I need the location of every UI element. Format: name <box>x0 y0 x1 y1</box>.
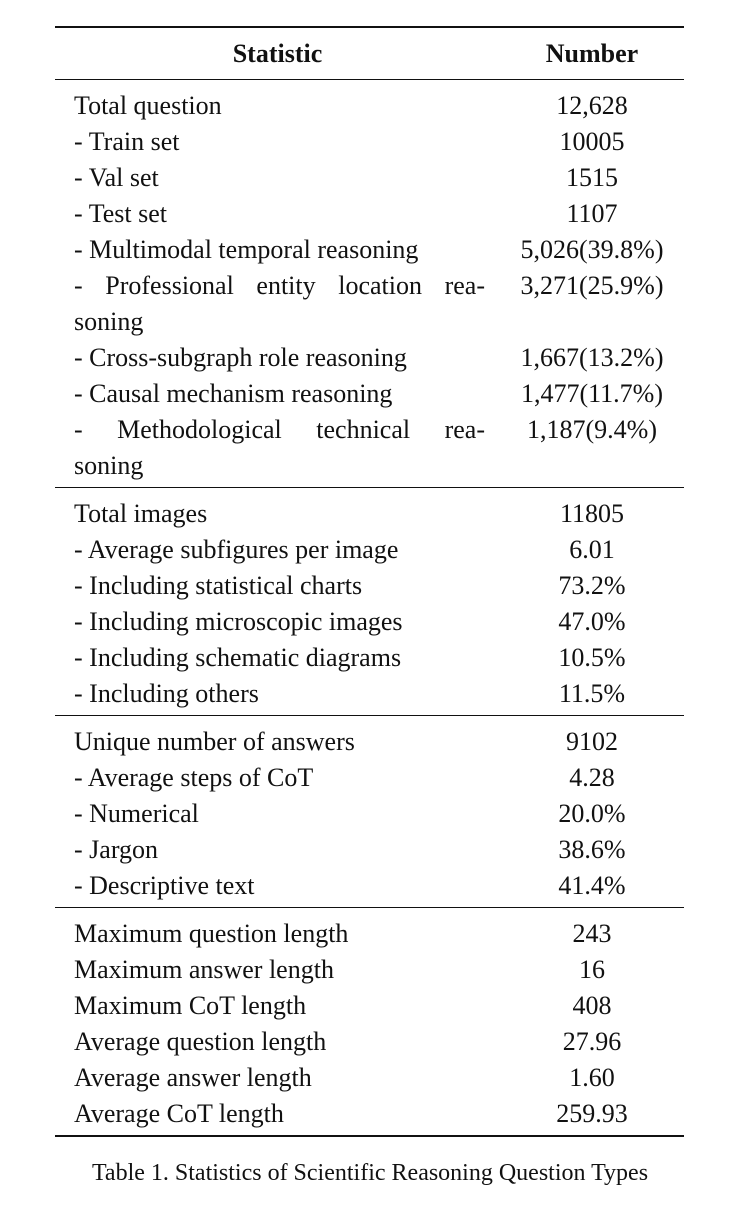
statistic-label-line: - Including microscopic images <box>74 607 403 636</box>
statistic-cell <box>55 196 500 232</box>
table-row <box>55 1060 684 1096</box>
table-row <box>55 232 684 268</box>
statistic-label-line: - Val set <box>74 163 159 192</box>
statistic-cell <box>55 1096 500 1132</box>
statistic-label-line: - Cross-subgraph role reasoning <box>74 343 407 372</box>
statistic-cell <box>55 832 500 868</box>
statistic-label-line: - Including others <box>74 679 259 708</box>
table-row <box>55 1096 684 1132</box>
statistic-label-line: soning <box>74 451 144 480</box>
statistic-cell <box>55 496 500 532</box>
table-row <box>55 724 684 760</box>
statistic-label-line: Average answer length <box>74 1063 312 1092</box>
header-statistic: Statistic <box>232 38 323 68</box>
statistic-label-line: - Test set <box>74 199 168 228</box>
statistic-label-line: - Train set <box>74 127 180 156</box>
statistic-label-line: - Descriptive text <box>74 871 255 900</box>
table-row <box>55 988 684 1024</box>
statistic-cell <box>55 568 500 604</box>
statistic-cell <box>55 268 500 340</box>
statistic-cell <box>55 676 500 712</box>
table-row <box>55 268 684 340</box>
table-section <box>55 80 684 487</box>
number-cell: 16 <box>579 955 605 984</box>
statistic-cell <box>55 1024 500 1060</box>
number-cell: 9102 <box>566 727 618 756</box>
table-row <box>55 412 684 484</box>
statistic-cell <box>55 724 500 760</box>
number-cell: 20.0% <box>558 799 626 828</box>
number-cell: 11805 <box>559 499 625 528</box>
statistic-label-line: - Including statistical charts <box>74 571 363 600</box>
table-row <box>55 916 684 952</box>
number-cell: 1107 <box>566 199 618 228</box>
statistic-label-line: Maximum answer length <box>74 955 334 984</box>
statistic-cell <box>55 88 500 124</box>
table-caption: Table 1. Statistics of Scientific Reasoning Question Types <box>91 1160 649 1186</box>
statistics-table <box>55 26 684 1137</box>
statistic-label-line: Maximum question length <box>74 919 349 948</box>
statistic-cell <box>55 604 500 640</box>
table-row <box>55 124 684 160</box>
header-row <box>55 28 684 79</box>
number-cell: 11.5% <box>558 679 626 708</box>
statistic-label-line: Total question <box>74 91 222 120</box>
number-cell: 12,628 <box>556 91 628 120</box>
table-row <box>55 604 684 640</box>
bottom-rule <box>55 1135 684 1137</box>
statistic-label-line: Unique number of answers <box>74 727 355 756</box>
number-cell: 1,477(11.7%) <box>520 379 663 408</box>
table-row <box>55 160 684 196</box>
header-number: Number <box>545 38 639 68</box>
statistic-label-line: - Methodological technical rea- <box>74 415 485 444</box>
number-cell: 1515 <box>566 163 618 192</box>
statistic-cell <box>55 868 500 904</box>
table-section <box>55 716 684 907</box>
number-cell: 73.2% <box>558 571 626 600</box>
statistic-cell <box>55 376 500 412</box>
number-cell: 1,187(9.4%) <box>527 415 657 444</box>
table-row <box>55 676 684 712</box>
number-cell: 259.93 <box>556 1099 628 1128</box>
table-row <box>55 532 684 568</box>
statistic-cell <box>55 412 500 484</box>
statistic-cell <box>55 640 500 676</box>
statistic-label-line: Average CoT length <box>74 1099 284 1128</box>
statistic-label-line: - Jargon <box>74 835 159 864</box>
statistic-cell <box>55 952 500 988</box>
table-row <box>55 376 684 412</box>
statistic-label-line: Total images <box>74 499 208 528</box>
table-row <box>55 496 684 532</box>
table-row <box>55 796 684 832</box>
statistic-label-line: - Causal mechanism reasoning <box>74 379 393 408</box>
statistic-label-line: Average question length <box>74 1027 327 1056</box>
statistic-cell <box>55 796 500 832</box>
number-cell: 5,026(39.8%) <box>520 235 664 264</box>
statistic-label-line: - Including schematic diagrams <box>74 643 402 672</box>
statistic-cell <box>55 340 500 376</box>
statistic-label-line: - Multimodal temporal reasoning <box>74 235 419 264</box>
table-row <box>55 952 684 988</box>
table-row <box>55 760 684 796</box>
statistic-cell <box>55 124 500 160</box>
number-cell: 41.4% <box>558 871 626 900</box>
number-cell: 408 <box>572 991 612 1020</box>
statistic-cell <box>55 232 500 268</box>
statistic-cell <box>55 988 500 1024</box>
table-row <box>55 640 684 676</box>
statistic-label-line: - Numerical <box>74 799 199 828</box>
statistic-cell <box>55 760 500 796</box>
statistic-cell <box>55 1060 500 1096</box>
number-cell: 4.28 <box>569 763 615 792</box>
statistic-label-line: Maximum CoT length <box>74 991 307 1020</box>
number-cell: 38.6% <box>558 835 626 864</box>
statistic-label-line: soning <box>74 307 144 336</box>
number-cell: 1,667(13.2%) <box>520 343 664 372</box>
table-section <box>55 488 684 715</box>
number-cell: 1.60 <box>569 1063 615 1092</box>
statistic-cell <box>55 532 500 568</box>
table-row <box>55 1024 684 1060</box>
table-row <box>55 868 684 904</box>
table-row <box>55 568 684 604</box>
number-cell: 243 <box>572 919 612 948</box>
statistic-cell <box>55 160 500 196</box>
table-row <box>55 196 684 232</box>
statistic-label-line: - Professional entity location rea- <box>74 271 485 300</box>
number-cell: 6.01 <box>569 535 615 564</box>
table-section <box>55 908 684 1135</box>
number-cell: 27.96 <box>562 1027 622 1056</box>
table-row <box>55 340 684 376</box>
statistic-label-line: - Average steps of CoT <box>74 763 314 792</box>
statistic-cell <box>55 916 500 952</box>
number-cell: 47.0% <box>558 607 626 636</box>
table-row <box>55 88 684 124</box>
statistic-label-line: - Average subfigures per image <box>74 535 399 564</box>
table-row <box>55 832 684 868</box>
number-cell: 10.5% <box>558 643 626 672</box>
number-cell: 10005 <box>559 127 625 156</box>
number-cell: 3,271(25.9%) <box>520 271 664 300</box>
